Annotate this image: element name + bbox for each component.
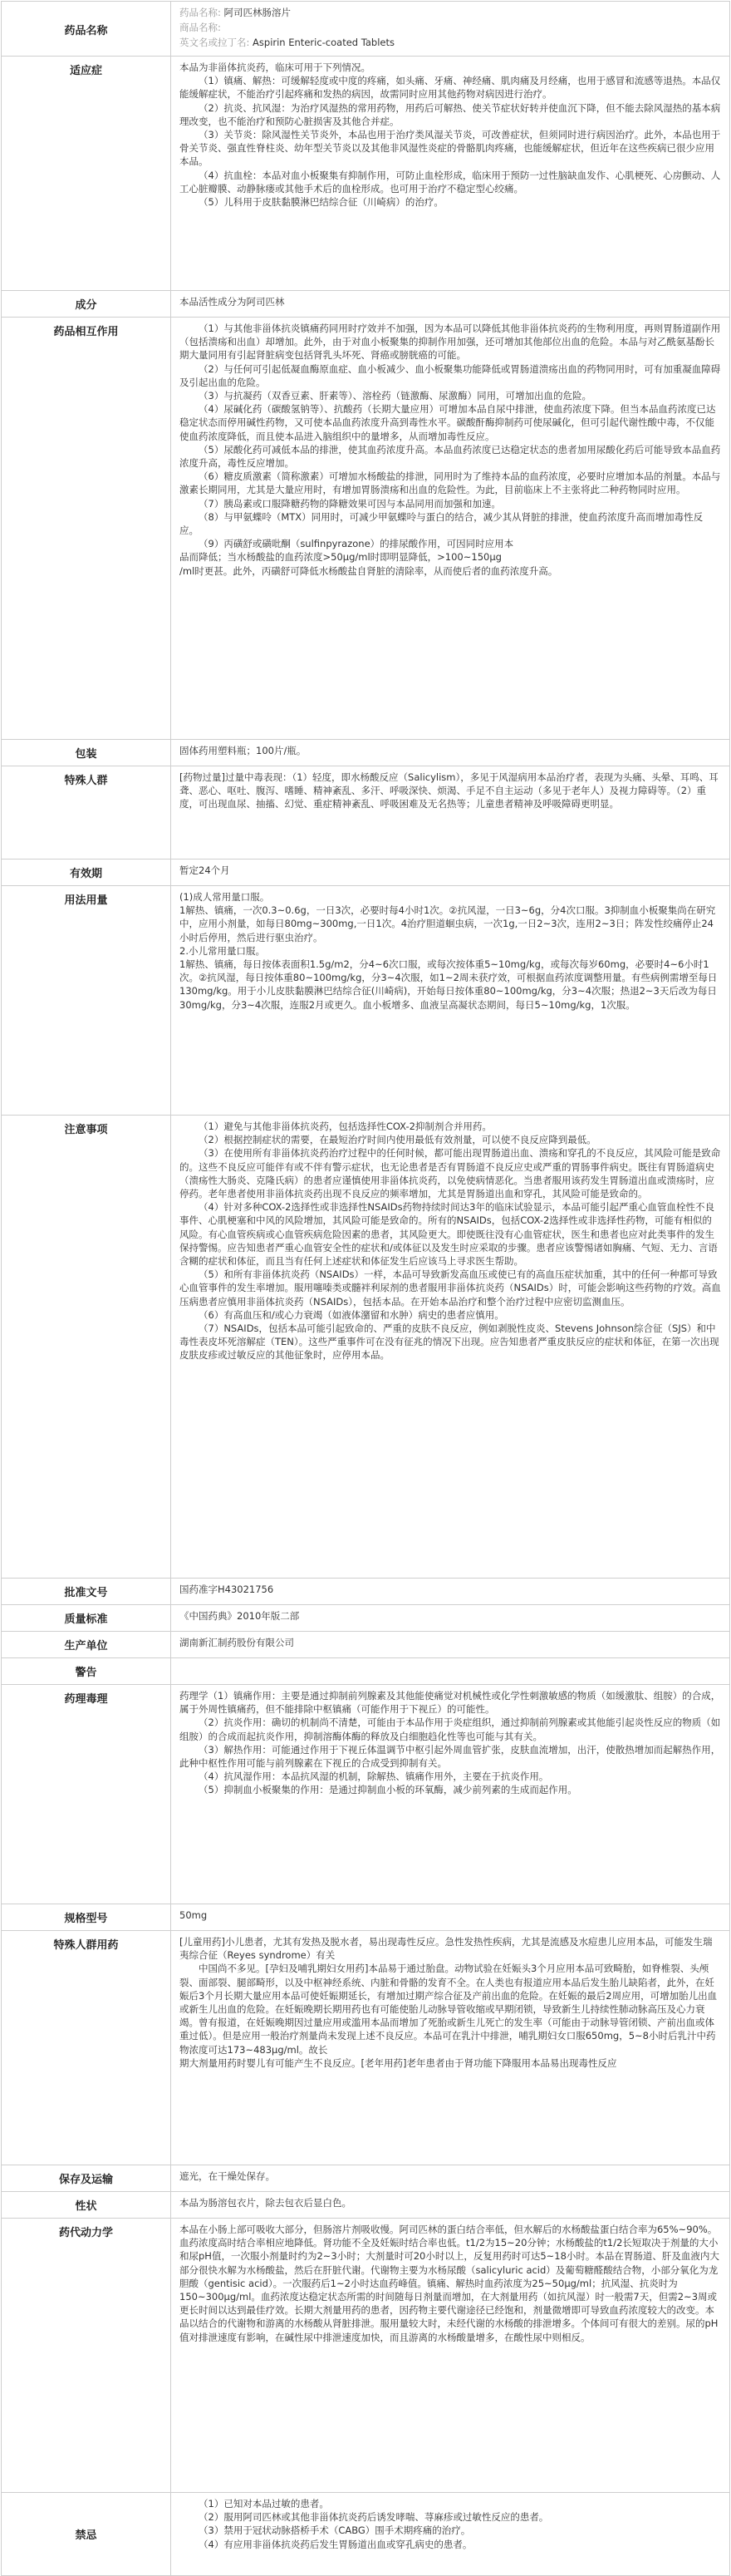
trade-name-label: 商品名称: bbox=[179, 22, 221, 33]
english-name-value: Aspirin Enteric-coated Tablets bbox=[253, 37, 395, 48]
row-approval bbox=[2, 1579, 730, 1605]
generic-name-value: 阿司匹林肠溶片 bbox=[223, 7, 292, 18]
row-label: 成分 bbox=[2, 291, 171, 318]
paragraph: （2）抗炎作用：确切的机制尚不清楚，可能由于本品作用于炎症组织，通过抑制前列腺素或其他能引起炎性反应的物质（如组胺）的合成而起抗炎作用，抑制溶酶体酶的释放及白细胞趋化性等也可能与其有关。 bbox=[179, 1717, 721, 1742]
paragraph: （3）与抗凝药（双香豆素、肝素等）、溶栓药（链激酶、尿激酶）同用，可增加出血的危险。 bbox=[199, 390, 592, 402]
paragraph: （5）儿科用于皮肤黏膜淋巴结综合征（川崎病）的治疗。 bbox=[199, 196, 444, 209]
row-special-groups bbox=[2, 766, 730, 859]
row-value: 暂定24个月 bbox=[171, 859, 730, 886]
row-value: 遮光，在干燥处保存。 bbox=[171, 2165, 730, 2192]
row-special-population bbox=[2, 1931, 730, 2165]
row-label: 有效期 bbox=[2, 859, 171, 886]
paragraph: 2.小儿常用量口服。 bbox=[179, 944, 265, 957]
paragraph: （1）已知对本品过敏的患者。 bbox=[199, 2498, 329, 2510]
paragraph: （4）抗风湿作用：本品抗风湿的机制，除解热、镇痛作用外，主要在于抗炎作用。 bbox=[199, 1771, 549, 1783]
row-value bbox=[171, 318, 730, 740]
row-value: 国药准字H43021756 bbox=[171, 1579, 730, 1605]
row-value bbox=[171, 2219, 730, 2493]
row-indications bbox=[2, 57, 730, 291]
paragraph: 本品在小肠上部可吸收大部分，但肠溶片剂吸收慢。阿司匹林的蛋白结合率低，但水解后的水杨酸盐蛋白结合率为65%~90%。血药浓度高时结合率相应地降低。肾功能不全及妊娠时结合率也低。t1/2为15~20分钟；水杨酸盐的t1/2长短取决于剂量的大小和尿pH值，一次服小剂量时约为2~3小时；大剂量时可20小时以上，反复用药时可达5~18小时。本品在胃肠道、肝及血液内大部分很快水解为水杨酸盐，然后在肝脏代谢。代谢物主要为水杨尿酸（salicyluric acid）及葡萄糖醛酸结合物，小部分氧化为龙胆酸（gentisic acid）。一次服药后1~2小时达血药峰值。镇痛、解热时血药浓度为25~50μg/ml；抗风湿、抗炎时为150~300μg/ml。血药浓度达稳定状态所需的时间随每日剂量而增加，在大剂量用药（如抗风湿）时一般需7天，但需2~3周或更长时间以达到最佳疗效。长期大剂量用药的患者，因药物主要代谢途径已经饱和，剂量微增即可导致血药浓度较大的改变。本品以结合的代谢物和游离的水杨酸从肾脏排泄。服用量较大时，未经代谢的水杨酸的排泄增多。个体间可有很大的差别。尿的pH值对排泄速度有影响，在碱性尿中排泄速度加快，而且游离的水杨酸量增多，在酸性尿中则相反。 bbox=[179, 2224, 719, 2343]
row-spec bbox=[2, 1904, 730, 1931]
row-label: 药代动力学 bbox=[2, 2219, 171, 2493]
row-value bbox=[171, 57, 730, 291]
row-warning bbox=[2, 1658, 730, 1685]
paragraph: （4）有应用非甾体抗炎药后发生胃肠道出血或穿孔病史的患者。 bbox=[199, 2538, 473, 2550]
paragraph: （2）根据控制症状的需要，在最短治疗时间内使用最低有效剂量，可以使不良反应降到最低。 bbox=[199, 1134, 596, 1146]
paragraph: （1）避免与其他非甾体抗炎药，包括选择性COX-2抑制剂合并用药。 bbox=[199, 1121, 492, 1132]
paragraph: [药物过量]过量中毒表现：（1）轻度，即水杨酸反应（Salicylism），多见于风湿病用本品治疗者，表现为头痛、头晕、耳鸣、耳聋、恶心、呕吐、腹泻、嗜睡、精神紊乱、多汗、呼吸深快、烦渴、手足不自主运动（多见于老年人）及视力障碍等。（2）重度，可出现血尿、抽搐、幻觉、重症精神紊乱、呼吸困难及无名热等；儿童患者精神及呼吸障碍更明显。 bbox=[179, 771, 719, 810]
row-label: 批准文号 bbox=[2, 1579, 171, 1605]
row-value bbox=[171, 886, 730, 1116]
paragraph: 品而降低；当水杨酸盐的血药浓度>50μg/ml时即明显降低，>100~150μg bbox=[179, 551, 502, 564]
paragraph: （7）胰岛素或口服降糖药物的降糖效果可因与本品同用而加强和加速。 bbox=[199, 497, 501, 510]
row-label: 警告 bbox=[2, 1658, 171, 1685]
generic-name-line bbox=[179, 5, 721, 20]
row-character bbox=[2, 2192, 730, 2219]
row-label: 药理毒理 bbox=[2, 1685, 171, 1904]
row-pharmacokinetics bbox=[2, 2219, 730, 2493]
row-label: 药品名称 bbox=[2, 2, 171, 57]
row-contraindications bbox=[2, 2493, 730, 2576]
paragraph: （4）针对多种COX-2选择性或非选择性NSAIDs药物持续时间达3年的临床试验显示，本品可能引起严重心血管血栓性不良事件、心肌梗塞和中风的风险增加，其风险可能是致命的。所有的NSAIDs，包括COX-2选择性或非选择性药物，可能有相似的风险。有心血管疾病或心血管疾病危险因素的患者，其风险更大。即使既往没有心血管症状，医生和患者也应对此类事件的发生保持警惕。应告知患者严重心血管安全性的症状和/或体征以及发生时应采取的步骤。患者应该警惕诸如胸痛、气短、无力、言语含糊的症状和体征，而且当有任何上述症状和体征发生后应该马上寻求医生帮助。 bbox=[179, 1201, 718, 1268]
row-standard bbox=[2, 1605, 730, 1632]
paragraph: （5）和所有非甾体抗炎药（NSAIDs）一样，本品可导致新发高血压或使已有的高血压症状加重，其中的任何一种都可导致心血管事件的发生率增加。服用噻嗪类或髓袢利尿剂的患者服用非甾体抗炎药（NSAIDs）时，可能会影响这些药物的疗效。高血压病患者应慎用非甾体抗炎药（NSAIDs），包括本品。在开始本品治疗和整个治疗过程中应密切监测血压。 bbox=[179, 1268, 721, 1308]
row-label: 特殊人群用药 bbox=[2, 1931, 171, 2165]
english-name-label: 英文名或拉丁名: bbox=[179, 37, 250, 48]
row-label: 注意事项 bbox=[2, 1116, 171, 1579]
row-value: 《中国药典》2010年版二部 bbox=[171, 1605, 730, 1632]
paragraph: （7）NSAIDs，包括本品可能引起致命的、严重的皮肤不良反应，例如剥脱性皮炎、Stevens Johnson综合征（SJS）和中毒性表皮坏死溶解症（TEN）。这些严重事件可在没有征兆的情况下出现。应告知患者严重皮肤反应的症状和体征，在第一次出现皮肤皮疹或过敏反应的其他征象时，应停用本品。 bbox=[179, 1322, 719, 1362]
row-name bbox=[2, 2, 730, 57]
paragraph: 本品为非甾体抗炎药，临床可用于下列情况。 bbox=[179, 62, 370, 73]
row-label: 药品相互作用 bbox=[2, 318, 171, 740]
paragraph: （2）服用阿司匹林或其他非甾体抗炎药后诱发哮喘、荨麻疹或过敏性反应的患者。 bbox=[199, 2511, 549, 2524]
paragraph: （2）抗炎、抗风湿：为治疗风湿热的常用药物，用药后可解热、使关节症状好转并使血沉下降，但不能去除风湿热的基本病理改变，也不能治疗和预防心脏损害及其他合并症。 bbox=[179, 101, 721, 127]
paragraph: 1解热、镇痛，每日按体表面积1.5g/m2，分4~6次口服，或每次按体重5~10mg/kg，或每次每岁60mg，必要时4~6小时1次。②抗风湿，每日按体重80~100mg/kg，分3~4次服，如1~2周未获疗效，可根据血药浓度调整用量。有些病例需增至每日130mg/kg。用于小儿皮肤黏膜淋巴结综合征(川崎病)，开始每日按体重80~100mg/kg，分3~4次服；热退2~3天后改为每日30mg/kg，分3~4次服，连服2月或更久。血小板增多、血液呈高凝状态期间，每日5~10mg/kg，1次服。 bbox=[179, 958, 718, 1011]
row-value bbox=[171, 1658, 730, 1685]
row-value bbox=[171, 1931, 730, 2165]
row-label: 包装 bbox=[2, 740, 171, 766]
generic-name-label: 药品名称: bbox=[179, 7, 221, 18]
row-value bbox=[171, 2, 730, 57]
paragraph: （1）与其他非甾体抗炎镇痛药同用时疗效并不加强，因为本品可以降低其他非甾体抗炎药的生物利用度，再则胃肠道副作用（包括溃疡和出血）却增加。此外，由于对血小板聚集的抑制作用加强，还可增加其他部位出血的危险。本品与对乙酰氨基酚长期大量同用有引起肾脏病变包括肾乳头坏死、肾癌或膀胱癌的可能。 bbox=[179, 323, 721, 362]
row-ingredients bbox=[2, 291, 730, 318]
row-dosage bbox=[2, 886, 730, 1116]
paragraph: （3）在使用所有非甾体抗炎药治疗过程中的任何时候，都可能出现胃肠道出血、溃疡和穿孔的不良反应，其风险可能是致命的。这些不良反应可能伴有或不伴有警示症状，也无论患者是否有胃肠道不良反应史或严重的胃肠事件病史。既往有胃肠道病史（溃疡性大肠炎、克隆氏病）的患者应谨慎使用非甾体抗炎药，以免使病情恶化。当患者服用该药发生胃肠道出血或溃疡时，应停药。老年患者使用非甾体抗炎药出现不良反应的频率增加，尤其是胃肠道出血和穿孔，其风险可能是致命的。 bbox=[179, 1147, 721, 1200]
paragraph: （3）解热作用：可能通过作用于下视丘体温调节中枢引起外周血管扩张，皮肤血流增加，出汗，使散热增加而起解热作用，此种中枢性作用可能与前列腺素在下视丘的合成受到抑制有关。 bbox=[179, 1743, 721, 1770]
paragraph: （3）禁用于冠状动脉搭桥手术（CABG）围手术期疼痛的治疗。 bbox=[199, 2524, 471, 2537]
row-value bbox=[171, 766, 730, 859]
paragraph: 期大剂量用药时婴儿有可能产生不良反应。[老年用药]老年患者由于肾功能下降服用本品易出现毒性反应 bbox=[179, 2056, 617, 2069]
paragraph: （5）尿酸化药可减低本品的排泄，使其血药浓度升高。本品血药浓度已达稳定状态的患者加用尿酸化药后可能导致本品血药浓度升高，毒性反应增加。 bbox=[179, 443, 721, 470]
paragraph: （4）抗血栓：本品对血小板聚集有抑制作用，可防止血栓形成，临床用于预防一过性脑缺血发作、心肌梗死、心房颤动、人工心脏瓣膜、动静脉瘘或其他手术后的血栓形成。也可用于治疗不稳定型心绞痛。 bbox=[179, 169, 721, 195]
row-value: 50mg bbox=[171, 1904, 730, 1931]
row-value: 湖南新汇制药股份有限公司 bbox=[171, 1632, 730, 1658]
row-label: 特殊人群 bbox=[2, 766, 171, 859]
row-value: 固体药用塑料瓶；100片/瓶。 bbox=[171, 740, 730, 766]
paragraph: （8）与甲氨蝶呤（MTX）同用时，可减少甲氨蝶呤与蛋白的结合，减少其从肾脏的排泄，使血药浓度升高而增加毒性反应。 bbox=[179, 510, 704, 537]
row-validity bbox=[2, 859, 730, 886]
paragraph: (1)成人常用量口服。 bbox=[179, 891, 270, 903]
row-package bbox=[2, 740, 730, 766]
row-storage bbox=[2, 2165, 730, 2192]
row-value: 本品为肠溶包衣片，除去包衣后显白色。 bbox=[171, 2192, 730, 2219]
row-value bbox=[171, 1685, 730, 1904]
row-manufacturer bbox=[2, 1632, 730, 1658]
paragraph: （3）关节炎：除风湿性关节炎外，本品也用于治疗类风湿关节炎，可改善症状，但须同时进行病因治疗。此外，本品也用于骨关节炎、强直性脊柱炎、幼年型关节炎以及其他非风湿性炎症的骨骼肌肉疼痛，也能缓解症状，但近年在这些疾病已很少应用本品。 bbox=[179, 129, 721, 168]
trade-name-line bbox=[179, 20, 721, 35]
row-pharmacology bbox=[2, 1685, 730, 1904]
row-label: 质量标准 bbox=[2, 1605, 171, 1632]
paragraph: [儿童用药]小儿患者，尤其有发热及脱水者，易出现毒性反应。急性发热性疾病，尤其是流感及水痘患儿应用本品，可能发生瑞夷综合征（Reyes syndrome）有关 bbox=[179, 1936, 713, 1962]
row-label: 性状 bbox=[2, 2192, 171, 2219]
row-label: 生产单位 bbox=[2, 1632, 171, 1658]
paragraph: （1）镇痛、解热：可缓解轻度或中度的疼痛，如头痛、牙痛、神经痛、肌肉痛及月经痛，也用于感冒和流感等退热。本品仅能缓解症状，不能治疗引起疼痛和发热的病因，故需同时应用其他药物对病因进行治疗。 bbox=[179, 75, 721, 101]
paragraph: 中国尚不多见。[孕妇及哺乳期妇女用药]本品易于通过胎盘。动物试验在妊娠头3个月应用本品可致畸胎，如脊椎裂、头颅裂、面部裂、腿部畸形，以及中枢神经系统、内脏和骨骼的发育不全。在人类也有报道应用本品后发生胎儿缺陷者，此外，在妊娠后3个月长期大量应用本品可使妊娠期延长，有增加过期产综合征及产前出血的危险。在妊娠的最后2周应用，可增加胎儿出血或新生儿出血的危险。在妊娠晚期长期用药也有可能使胎儿动脉导管收缩或早期闭锁，导致新生儿持续性肺动脉高压及心力衰竭。曾有报道，在妊娠晚期因过量应用或滥用本品而增加了死胎或新生儿死亡的发生率（可能由于动脉导管闭锁、产前出血或体重过低）。但是应用一般治疗剂量尚未发现上述不良反应。本品可在乳汁中排泄，哺乳期妇女口服650mg，5~8小时后乳汁中药物浓度可达173~483μg/ml。故长 bbox=[179, 1963, 718, 2056]
drug-info-table bbox=[1, 1, 730, 2576]
row-label: 禁忌 bbox=[2, 2493, 171, 2576]
row-value bbox=[171, 2493, 730, 2576]
row-value bbox=[171, 1116, 730, 1579]
row-label: 用法用量 bbox=[2, 886, 171, 1116]
paragraph: （4）尿碱化药（碳酸氢钠等）、抗酸药（长期大量应用）可增加本品自尿中排泄，使血药浓度下降。但当本品血药浓度已达稳定状态而停用碱性药物，又可使本品血药浓度升高到毒性水平。碳酸酐酶抑制药可使尿碱化，但可引起代谢性酸中毒，不仅能使血药浓度降低，而且使本品进入脑组织中的量增多，从而增加毒性反应。 bbox=[179, 403, 716, 442]
paragraph: （5）抑制血小板聚集的作用：是通过抑制血小板的环氧酶，减少前列素的生成而起作用。 bbox=[199, 1784, 577, 1796]
row-precautions bbox=[2, 1116, 730, 1579]
paragraph: 1解热、镇痛，一次0.3~0.6g，一日3次，必要时每4小时1次。②抗风湿，一日3~6g，分4次口服。3抑制血小板聚集尚在研究中，应用小剂量，如每日80mg~300mg,一日1次。4治疗胆道蛔虫病，一次1g,一日2~3次，连用2~3日；阵发性绞痛停止24小时后停用，然后进行驱虫治疗。 bbox=[179, 904, 716, 943]
row-label: 规格型号 bbox=[2, 1904, 171, 1931]
row-label: 适应症 bbox=[2, 57, 171, 291]
paragraph: /ml时更甚。此外，丙磺舒可降低水杨酸盐自肾脏的清除率，从而使后者的血药浓度升高。 bbox=[179, 564, 558, 577]
paragraph: 药理学（1）镇痛作用：主要是通过抑制前列腺素及其他能使痛觉对机械性或化学性刺激敏感的物质（如缓激肽、组胺）的合成，属于外周性镇痛药，但不能排除中枢镇痛（可能作用于下视丘）的可能性。 bbox=[179, 1690, 721, 1716]
row-label: 保存及运输 bbox=[2, 2165, 171, 2192]
paragraph: （9）丙磺舒或磺吡酮（sulfinpyrazone）的排尿酸作用，可因同时应用本 bbox=[199, 538, 514, 550]
paragraph: （6）糖皮质激素（简称激素）可增加水杨酸盐的排泄，同用时为了维持本品的血药浓度，必要时应增加本品的剂量。本品与激素长期同用，尤其是大量应用时，有增加胃肠溃疡和出血的危险性。为此，目前临床上不主张将此二种药物同时应用。 bbox=[179, 470, 721, 496]
paragraph: （2）与任何可引起低凝血酶原血症、血小板减少、血小板聚集功能降低或胃肠道溃疡出血的药物同用时，可有加重凝血障碍及引起出血的危险。 bbox=[179, 362, 721, 388]
row-interactions bbox=[2, 318, 730, 740]
paragraph: （6）有高血压和/或心力衰竭（如液体潴留和水肿）病史的患者应慎用。 bbox=[199, 1308, 504, 1321]
english-name-line bbox=[179, 35, 721, 50]
row-value: 本品活性成分为阿司匹林 bbox=[171, 291, 730, 318]
